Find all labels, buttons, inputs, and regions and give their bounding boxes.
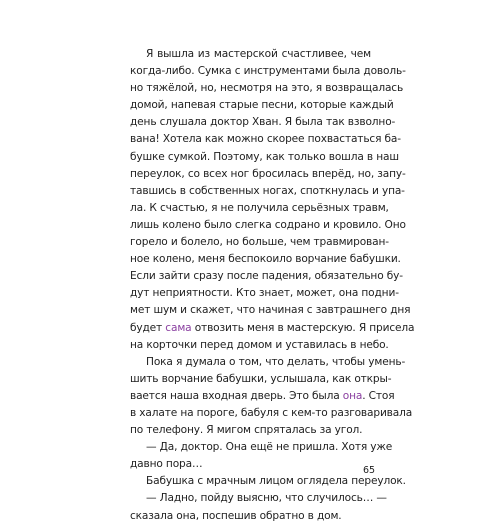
page-number: 65	[363, 465, 376, 476]
text-line	[130, 490, 387, 507]
text-fragment: мет шум и скажет, что начиная с завтрашнего дня	[130, 304, 411, 317]
text-line	[130, 456, 371, 473]
text-line	[130, 320, 415, 337]
text-line	[130, 166, 406, 183]
text-line	[130, 183, 405, 200]
text-line	[130, 149, 399, 166]
text-fragment: Бабушка с мрачным лицом оглядела переулок.	[146, 475, 406, 488]
text-fragment: Пока я думала о том, что делать, чтобы умень-	[146, 355, 406, 368]
text-line	[130, 80, 404, 97]
text-line	[130, 302, 411, 319]
text-line	[130, 422, 371, 439]
text-line	[130, 371, 392, 388]
text-fragment: ла. К счастью, я не получила серьёзных травм,	[130, 201, 389, 214]
text-line	[130, 234, 389, 251]
body-text	[130, 46, 415, 525]
text-line	[130, 473, 406, 490]
text-line	[130, 131, 401, 148]
text-line	[130, 46, 371, 63]
text-fragment: домой, напевая старые песни, которые каждый	[130, 99, 394, 112]
text-line	[130, 63, 406, 80]
text-line	[130, 439, 393, 456]
text-fragment: тавшись в собственных ногах, споткнулась и упа-	[130, 184, 405, 197]
text-line	[130, 405, 413, 422]
text-fragment: Если зайти сразу после падения, обязательно бу-	[130, 270, 403, 283]
text-fragment: — Да, доктор. Она ещё не пришла. Хотя уже	[146, 441, 393, 454]
text-line	[130, 268, 403, 285]
text-line	[130, 285, 399, 302]
text-line	[130, 337, 389, 354]
text-fragment: переулок, со всех ног бросилась вперёд, но, запу-	[130, 167, 406, 180]
text-line	[130, 114, 396, 131]
text-fragment: Я вышла из мастерской счастливее, чем	[146, 48, 371, 60]
text-fragment: лишь колено было слегка содрано и кровило. Оно	[130, 218, 406, 231]
text-fragment: в халате на пороге, бабуля с кем-то разговаривала	[130, 406, 413, 419]
text-fragment: давно пора…	[130, 458, 203, 471]
text-line	[130, 388, 395, 405]
text-fragment: будет	[130, 321, 166, 334]
text-fragment: шить ворчание бабушки, услышала, как откры-	[130, 372, 392, 385]
text-fragment: ное колено, меня беспокоило ворчание бабушки.	[130, 253, 401, 266]
text-fragment: бушке сумкой. Поэтому, как только вошла в наш	[130, 150, 399, 163]
text-fragment: день слушала доктор Хван. Я была так взволно-	[130, 116, 396, 129]
text-line	[130, 508, 371, 525]
text-fragment: но тяжёлой, но, несмотря на это, я возвращалась	[130, 82, 404, 95]
text-fragment: горело и болело, но больше, чем травмирован-	[130, 236, 389, 249]
text-line	[130, 217, 406, 234]
text-fragment: по телефону. Я мигом спряталась за угол.	[130, 424, 363, 437]
text-line	[130, 354, 406, 371]
text-line	[130, 251, 401, 268]
text-fragment: . Стоя	[362, 389, 395, 402]
text-fragment: вана! Хотела как можно скорее похвастаться ба-	[130, 133, 401, 146]
text-fragment: отвозить меня в мастерскую. Я присела	[191, 321, 415, 334]
text-fragment: — Ладно, пойду выясню, что случилось… —	[146, 492, 387, 505]
text-line	[130, 97, 394, 114]
highlighted-word: она	[342, 389, 363, 402]
text-fragment: вается наша входная дверь. Это была	[130, 389, 343, 402]
highlighted-word: сама	[165, 321, 192, 334]
text-fragment: сказала она, поспешив обратно в дом.	[130, 509, 342, 522]
text-line	[130, 200, 389, 217]
text-fragment: когда-либо. Сумка с инструментами была доволь-	[130, 65, 406, 78]
text-fragment: дут неприятности. Кто знает, может, она подни-	[130, 287, 399, 300]
text-fragment: на корточки перед домом и уставилась в небо.	[130, 338, 389, 351]
